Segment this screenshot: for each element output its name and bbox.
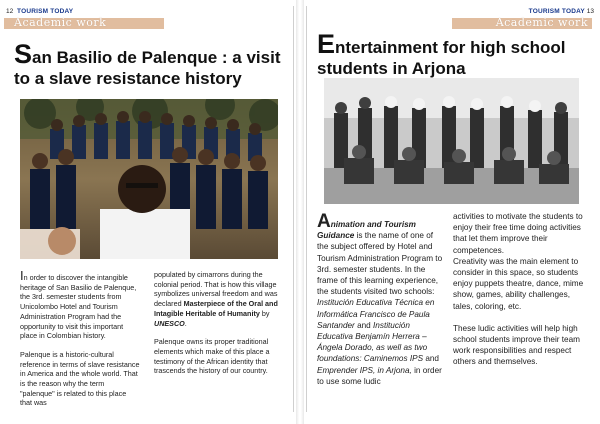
left-column-1	[20, 268, 140, 417]
right-title-text: ntertainment for high school students in Arjona	[317, 38, 566, 78]
right-paragraph-dropcap: A	[317, 211, 331, 232]
left-paragraph-3	[154, 270, 282, 328]
left-title-text: an Basilio de Palenque : a visit to a slave resistance history	[14, 48, 281, 88]
left-paragraph-3-end: .	[184, 318, 187, 328]
right-title-dropcap: E	[317, 29, 336, 59]
right-paragraph-1-t1: is the name of one of the subject offered by Hotel and Tourism Administration Program to 3rd. semester students. In the frame of this learning experience, the students visited two schools:	[317, 231, 443, 297]
left-paragraph-1	[20, 268, 140, 341]
right-magazine-name: TOURISM TODAY	[528, 8, 585, 15]
right-page	[306, 6, 596, 412]
subject-name: nimation and Tourism Guidance	[317, 220, 416, 241]
right-paragraph-4: These ludic activities will help high school students improve their team work responsibilities and respect others and themselves.	[453, 323, 580, 367]
school-1-name: Institución Educativa Técnica en Informática Francisco de Paula Santander	[317, 298, 435, 330]
left-paragraph-3-by: by	[259, 308, 270, 318]
left-folio	[6, 8, 73, 15]
group-selfie-image	[20, 99, 278, 259]
right-page-number: 13	[586, 8, 594, 15]
masterpiece-title: Masterpiece of the Oral and Intagible Heritable of Humanity	[154, 299, 278, 318]
right-folio	[529, 8, 596, 15]
left-page	[4, 6, 294, 412]
left-column-2	[154, 270, 282, 385]
right-paragraph-1-t3: and	[423, 354, 439, 364]
right-article-title	[317, 29, 597, 79]
left-paragraph-dropcap: I	[20, 268, 24, 283]
right-section-label: Academic work	[495, 16, 588, 29]
right-paragraph-2: activities to motivate the students to enjoy their free time doing activities that let them improve their competences.	[453, 212, 583, 255]
right-article-photo	[324, 78, 579, 204]
left-page-number: 12	[6, 8, 14, 15]
left-paragraph-2: Palenque is a historic-cultural reference in terms of slave resistance in America and the whole world. That is the reason why the term "palenque" is related to this place that was	[20, 349, 140, 408]
right-column-1	[317, 211, 445, 396]
left-section-label: Academic work	[14, 16, 107, 29]
left-magazine-name: TOURISM TODAY	[17, 8, 74, 15]
right-column-2	[453, 211, 591, 379]
left-paragraph-3-a: populated by cimarrons during the colonial period. That is how this village symbolizes universal freedom and was declared	[154, 270, 278, 309]
left-article-title	[14, 39, 284, 89]
right-paragraph-1	[317, 211, 445, 387]
left-paragraph-4: Palenque owns its proper traditional elements which make of this place a testimony of the African identity that trascends the history of our country.	[154, 337, 270, 376]
right-paragraph-1-t4: in order to use some ludic	[317, 365, 442, 386]
left-article-photo	[20, 99, 278, 259]
students-mime-image	[324, 78, 579, 204]
right-paragraph-3: Creativity was the main element to consider in this space, so students enjoy puppets theatre, dance, mime show, games, ability challenges, tales, coloring, etc.	[453, 256, 584, 311]
foundation-name: Emprender IPS, in Arjona,	[317, 365, 412, 375]
right-paragraph-1-t2: and	[354, 320, 374, 330]
left-paragraph-1-text: n order to discover the intangible heritage of San Basilio de Palenque, the 3rd. semester students from Unicolombo Hotel and Tourism Administration Program had the opportunity to visit this important place in Colombian history.	[20, 273, 137, 341]
left-title-dropcap: S	[14, 39, 33, 69]
school-2-name: Institución Educativa Benjamín Herrera – Ángela Dorado, as well as two foundations: Caminemos IPS	[317, 320, 428, 364]
center-gutter	[296, 0, 304, 424]
unesco-text: UNESCO	[154, 318, 185, 328]
